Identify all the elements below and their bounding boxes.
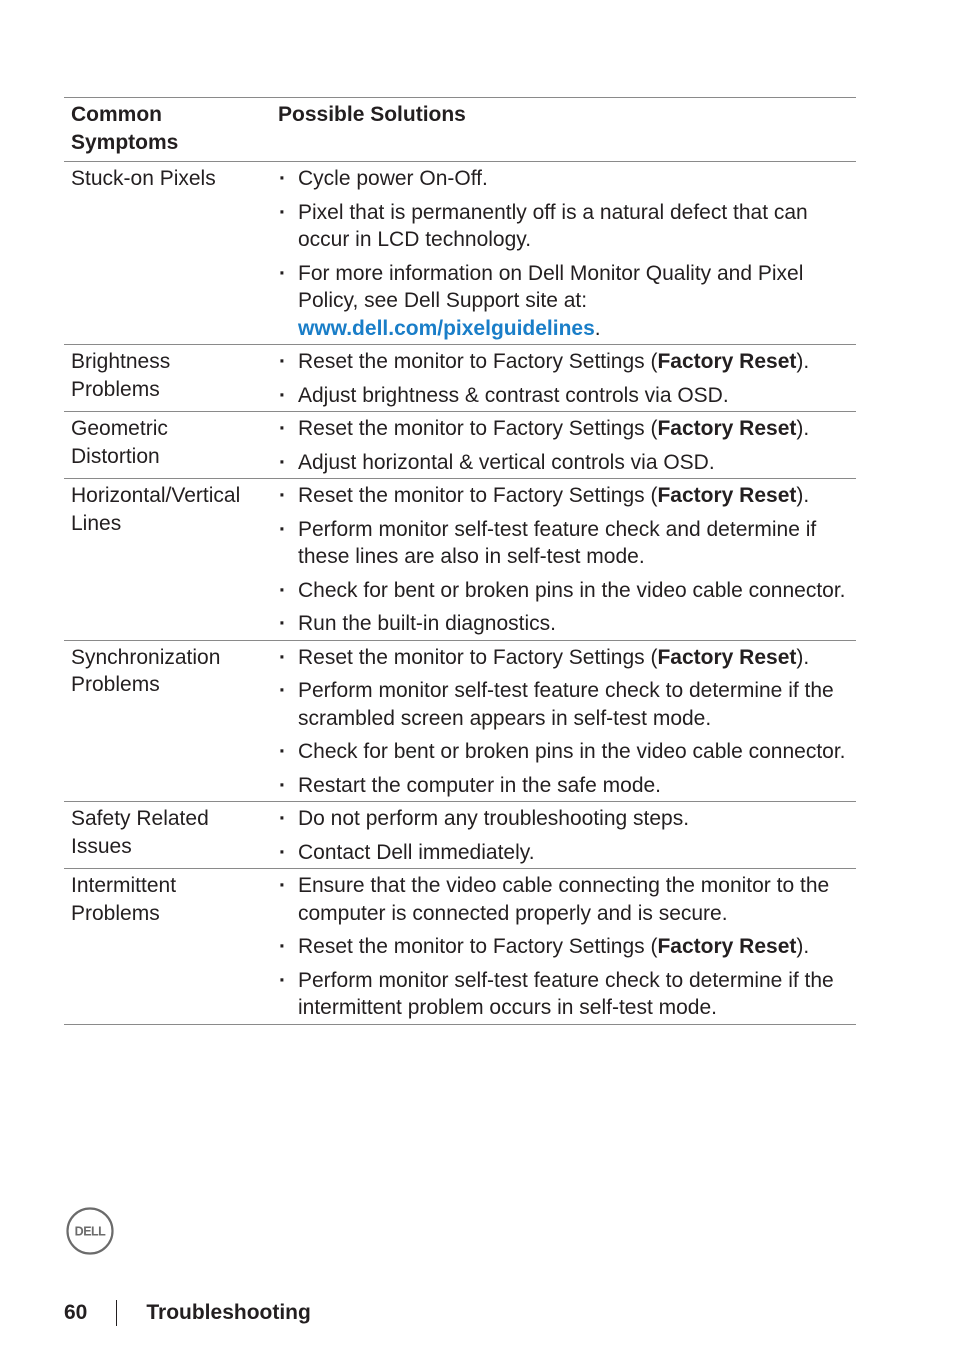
solution-item	[278, 772, 856, 800]
solution-item	[278, 872, 856, 927]
table-row	[64, 479, 856, 641]
dell-logo-text: DELL	[74, 1224, 106, 1239]
solution-text: Perform monitor self-test feature check to determine if the scrambled screen appears in self-test mode.	[298, 679, 834, 730]
solutions-list	[278, 644, 856, 800]
solution-item	[278, 577, 856, 605]
solution-suffix: ).	[796, 417, 810, 440]
table-row	[64, 641, 856, 803]
symptom-cell: Synchronization Problems	[71, 645, 221, 696]
solutions-cell	[272, 802, 856, 868]
solution-item	[278, 260, 856, 343]
solution-text: For more information on Dell Monitor Quality and Pixel Policy, see Dell Support site at:	[298, 261, 804, 312]
solution-text: Reset the monitor to Factory Settings (	[298, 417, 658, 440]
table-body	[64, 162, 856, 1025]
solution-text: Reset the monitor to Factory Settings (	[298, 484, 658, 507]
solutions-cell	[272, 869, 856, 1024]
solution-text: Check for bent or broken pins in the video cable connector.	[298, 740, 846, 763]
solution-text: Cycle power On-Off.	[298, 167, 488, 190]
symptom-cell: Brightness Problems	[71, 350, 171, 401]
table-row	[64, 162, 856, 345]
solution-item	[278, 644, 856, 672]
section-title: Troubleshooting	[146, 1301, 311, 1324]
table-row	[64, 869, 856, 1025]
solution-text: Run the built-in diagnostics.	[298, 612, 556, 635]
solution-suffix: ).	[796, 484, 810, 507]
factory-reset-label: Factory Reset	[657, 935, 797, 958]
page-footer	[64, 1299, 311, 1327]
symptom-cell: Stuck-on Pixels	[71, 167, 216, 190]
table-row	[64, 802, 856, 869]
solution-item	[278, 967, 856, 1022]
solution-item	[278, 610, 856, 638]
pixel-guidelines-link[interactable]: www.dell.com/pixelguidelines	[298, 316, 595, 340]
solutions-cell	[272, 345, 856, 411]
solution-item	[278, 805, 856, 833]
solutions-list	[278, 872, 856, 1022]
symptom-cell: Intermittent Problems	[71, 874, 177, 925]
symptom-cell: Safety Related Issues	[71, 807, 209, 858]
solutions-cell	[272, 479, 856, 640]
dell-logo	[66, 1207, 114, 1255]
solution-text: Reset the monitor to Factory Settings (	[298, 645, 658, 669]
page-number: 60	[64, 1301, 88, 1324]
solutions-list	[278, 415, 856, 476]
solution-text: Restart the computer in the safe mode.	[298, 773, 662, 797]
factory-reset-label: Factory Reset	[657, 645, 797, 669]
header-possible-solutions: Possible Solutions	[278, 103, 466, 126]
footer-divider	[116, 1300, 117, 1326]
solution-suffix: .	[594, 316, 601, 340]
table-row	[64, 412, 856, 479]
troubleshooting-table	[64, 97, 856, 1025]
solution-text: Reset the monitor to Factory Settings (	[298, 935, 658, 958]
factory-reset-label: Factory Reset	[657, 350, 797, 373]
solution-item	[278, 449, 856, 477]
solutions-list	[278, 482, 856, 638]
table-header-row	[64, 98, 856, 162]
solution-text: Adjust horizontal & vertical controls via OSD.	[298, 450, 715, 474]
solution-item	[278, 482, 856, 510]
solution-item	[278, 677, 856, 732]
solution-item	[278, 415, 856, 443]
solution-text: Ensure that the video cable connecting the monitor to the computer is connected properly and is secure.	[298, 874, 830, 925]
solution-text: Contact Dell immediately.	[298, 840, 535, 864]
table-row	[64, 345, 856, 412]
solution-text: Perform monitor self-test feature check and determine if these lines are also in self-test mode.	[298, 517, 817, 568]
solutions-cell	[272, 162, 856, 344]
solutions-list	[278, 805, 856, 866]
solution-suffix: ).	[796, 350, 810, 373]
solution-text: Perform monitor self-test feature check to determine if the intermittent problem occurs in self-test mode.	[298, 968, 834, 1019]
factory-reset-label: Factory Reset	[657, 484, 797, 507]
solutions-list	[278, 165, 856, 342]
solution-item	[278, 839, 856, 867]
symptom-cell: Horizontal/Vertical Lines	[71, 484, 241, 535]
solution-text: Do not perform any troubleshooting steps.	[298, 807, 690, 830]
solution-item	[278, 199, 856, 254]
solutions-cell	[272, 412, 856, 478]
header-common-symptoms: Common Symptoms	[71, 103, 179, 154]
solution-item	[278, 933, 856, 961]
solution-text: Reset the monitor to Factory Settings (	[298, 350, 658, 373]
solution-item	[278, 382, 856, 410]
solution-item	[278, 516, 856, 571]
solution-text: Check for bent or broken pins in the video cable connector.	[298, 578, 846, 602]
solution-text: Adjust brightness & contrast controls via OSD.	[298, 383, 729, 407]
solution-item	[278, 738, 856, 766]
factory-reset-label: Factory Reset	[657, 417, 797, 440]
solution-suffix: ).	[796, 935, 810, 958]
solution-item	[278, 165, 856, 193]
solution-suffix: ).	[796, 645, 810, 669]
solutions-list	[278, 348, 856, 409]
solution-item	[278, 348, 856, 376]
solutions-cell	[272, 641, 856, 802]
solution-text: Pixel that is permanently off is a natural defect that can occur in LCD technology.	[298, 200, 808, 251]
symptom-cell: Geometric Distortion	[71, 417, 168, 468]
